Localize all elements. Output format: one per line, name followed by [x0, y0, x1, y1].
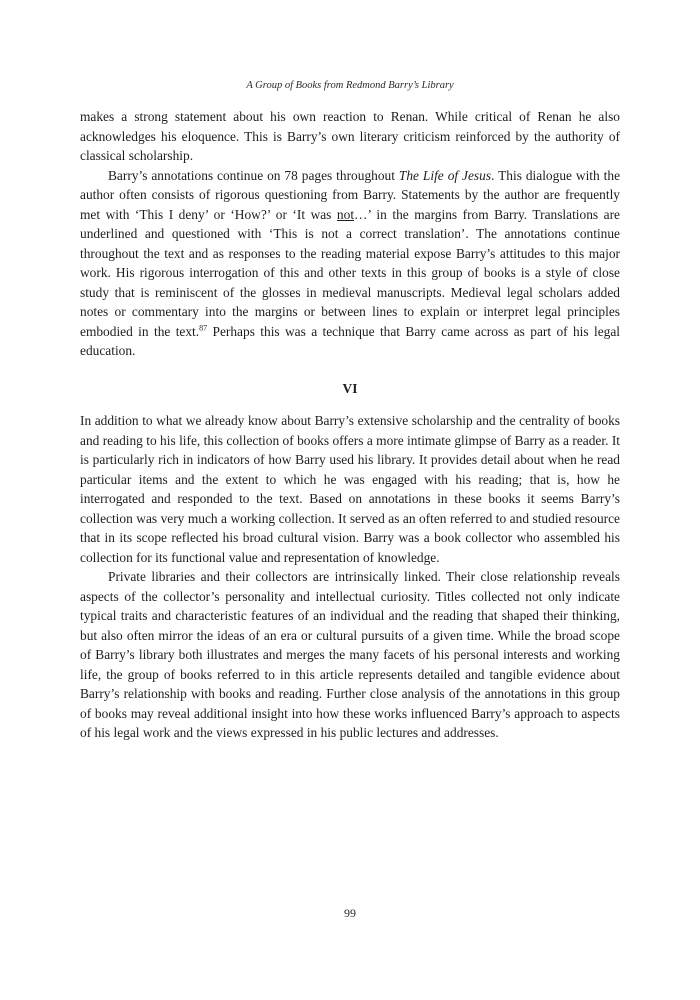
paragraph-4: Private libraries and their collectors are intrinsically linked. Their close relationship reveals aspects of the collector’s personality and intellectual curiosity. Titles collected not only indicate typical traits and characteristic features of an individual and the reading that shaped their thinking, but also often mirror the ideas of an era or cultural pursuits of a given time. While the broad scope of Barry’s library both illustrates and merges the many facets of his personal interests and working life, the group of books referred to in this article represents detailed and tangible evidence about Barry’s relationship with books and reading. Further close analysis of the annotations in this group of books may reveal additional insight into how these works influenced Barry’s approach to aspects of his legal work and the views expressed in his public lectures and addresses.	[80, 569, 620, 740]
paragraph-2-text-b: . This dialogue with the author often consists of rigorous questioning from Barry. Statements by the author are frequently met with ‘This I deny’ or ‘How?’ or ‘It was	[80, 167, 621, 222]
footnote-reference: 87	[199, 323, 208, 333]
paragraph-2-text-d: Perhaps this was a technique that Barry came across as part of his legal education.	[80, 323, 620, 358]
paragraph-2-text-c: …’ in the margins from Barry. Translations are underlined and questioned with ‘This is not a correct translation’. The annotations continue throughout the text and as responses to the reading material expose Barry’s attitudes to this major work. His rigorous interrogation of this and other texts in this group of books is a style of close study that is reminiscent of the glosses in medieval manuscripts. Medieval legal scholars added notes or commentary into the margins or between lines to explain or interpret legal principles embodied in the text.	[80, 206, 620, 339]
paragraph-2-text-a: Barry’s annotations continue on 78 pages throughout	[108, 167, 399, 183]
page-number: 99	[344, 906, 356, 920]
body-text	[80, 107, 620, 743]
paragraph-1: makes a strong statement about his own reaction to Renan. While critical of Renan he also acknowledges his eloquence. This is Barry’s own literary criticism reinforced by the authority of classical scholarship.	[80, 109, 620, 163]
paragraph-3: In addition to what we already know about Barry’s extensive scholarship and the centrality of books and reading to his life, this collection of books offers a more intimate glimpse of Barry as a reader. It is particularly rich in indicators of how Barry used his library. It provides detail about when he read particular items and the extent to which he was engaged with his reading; that is, how he interrogated and responded to the text. Based on annotations in these books it seems Barry’s collection was very much a working collection. It served as an often referred to and studied resource that in its scope reflected his broad cultural vision. Barry was a book collector who assembled his collection for its functional value and representation of knowledge.	[80, 413, 620, 565]
section-heading: VI	[342, 380, 358, 396]
paragraph-2	[80, 166, 620, 361]
underlined-word: not	[336, 206, 355, 222]
book-title: The Life of Jesus	[398, 167, 492, 183]
running-head: A Group of Books from Redmond Barry’s Library	[246, 80, 454, 91]
